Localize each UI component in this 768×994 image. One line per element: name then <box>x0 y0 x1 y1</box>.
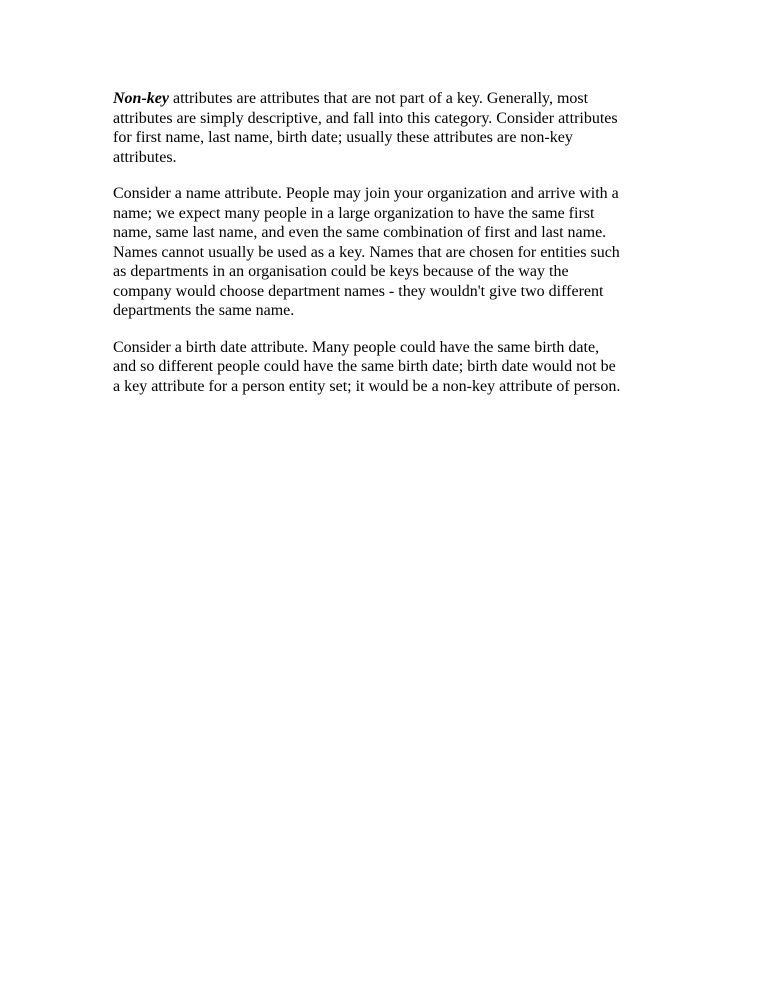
text-line-rest: attributes are attributes that are not part of a key. Generally, most <box>168 90 589 107</box>
text-line: departments the same name. <box>113 302 295 319</box>
text-line: Names cannot usually be used as a key. Names that are chosen for entities such <box>113 243 620 261</box>
text-line: attributes. <box>113 148 177 166</box>
text-line: name; we expect many people in a large organization to have the same first <box>113 204 595 222</box>
document-body <box>113 89 658 413</box>
text-line <box>113 89 658 109</box>
text-line: attributes are simply descriptive, and fall into this category. Consider attributes <box>113 109 618 127</box>
text-line: for first name, last name, birth date; usually these attributes are non-key <box>113 129 573 146</box>
text-line: and so different people could have the same birth date; birth date would not be <box>113 358 616 375</box>
text-line: name, same last name, and even the same combination of first and last name. <box>113 224 607 241</box>
paragraph-name-attribute <box>113 184 658 321</box>
text-line: Consider a name attribute. People may join your organization and arrive with a <box>113 185 619 202</box>
text-line: as departments in an organisation could be keys because of the way the <box>113 263 569 280</box>
text-line: Consider a birth date attribute. Many people could have the same birth date, <box>113 338 600 356</box>
paragraph-birth-date-attribute <box>113 338 658 397</box>
paragraph-non-key-definition <box>113 89 658 167</box>
text-line: a key attribute for a person entity set; it would be a non-key attribute of person. <box>113 377 621 395</box>
text-line: company would choose department names - they wouldn't give two different <box>113 282 604 300</box>
term-non-key: Non-key <box>113 90 169 107</box>
